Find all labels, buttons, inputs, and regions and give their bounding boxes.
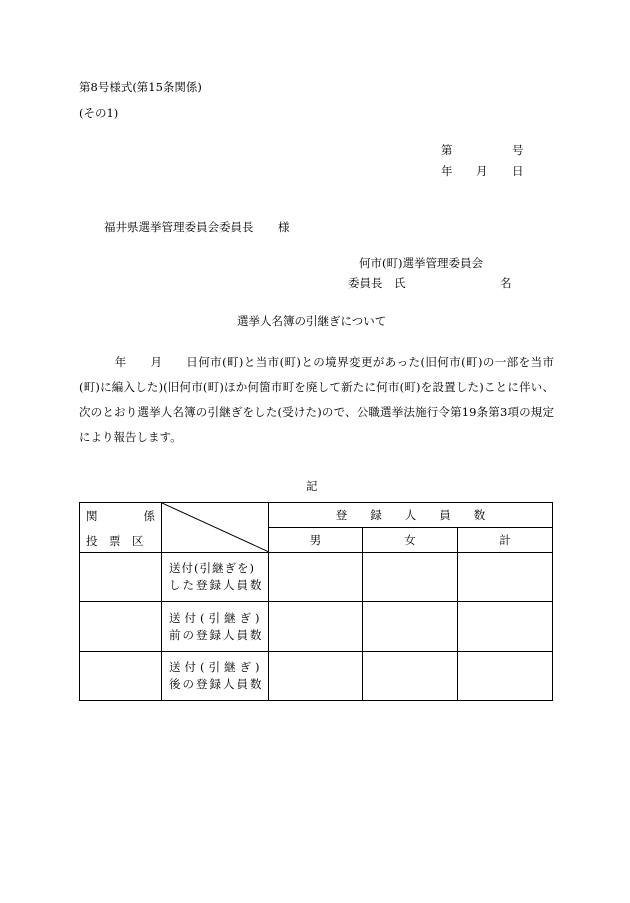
date-year: 年	[441, 164, 453, 178]
header-relation-cell	[80, 503, 162, 553]
row-label-cell	[162, 553, 269, 602]
col-female-label: 女	[404, 533, 416, 547]
registration-table	[79, 502, 553, 701]
row-label-cell	[162, 602, 269, 652]
female-cell	[363, 602, 458, 652]
doc-number-go: 号	[512, 143, 524, 157]
female-cell	[363, 652, 458, 701]
header-count-label: 登 録 人 員 数	[335, 508, 486, 522]
col-female-header	[363, 528, 458, 553]
precinct-cell	[80, 553, 162, 602]
body-paragraph: 年 月 日何市(町)と当市(町)との境界変更があった(旧何市(町)の一部を当市(町)に編入した)(旧何市(町)ほか何箇市町を廃して新たに何市(町)を設置した)ことに伴い、次のとおり選挙人名簿の引継ぎをした(受けた)ので、公職選挙法施行令第19条第3項の規定により報告します。	[79, 355, 554, 444]
table-row	[80, 553, 553, 602]
row-label-line2: 後の登録人員数	[169, 677, 264, 691]
sender-name-suffix: 名	[500, 276, 512, 290]
form-number: 第8号様式(第15条関係)	[79, 80, 202, 94]
addressee-name: 福井県選挙管理委員会委員長	[104, 220, 254, 234]
header-precinct-label: 投 票 区	[86, 534, 144, 548]
male-cell	[269, 652, 363, 701]
row-label-line1: 送付(引継ぎを)	[169, 561, 255, 575]
table-row	[80, 652, 553, 701]
col-total-label: 計	[499, 533, 511, 547]
row-label-line2: 前の登録人員数	[169, 627, 264, 642]
precinct-cell	[80, 652, 162, 701]
row-label-line2: した登録人員数	[169, 578, 264, 592]
addressee-honorific: 様	[278, 220, 290, 234]
subject-title: 選挙人名簿の引継ぎについて	[237, 314, 387, 328]
total-cell	[458, 553, 553, 602]
ki-label: 記	[306, 479, 318, 493]
row-label-cell	[162, 652, 269, 701]
female-cell	[363, 553, 458, 602]
col-male-label: 男	[309, 533, 322, 547]
total-cell	[458, 602, 553, 652]
male-cell	[269, 553, 363, 602]
sender-title: 委員長 氏	[348, 276, 406, 290]
precinct-cell	[80, 602, 162, 652]
header-relation-label: 関 係	[86, 509, 155, 523]
row-label-line1: 送付(引継ぎ)	[169, 660, 264, 674]
header-diagonal-cell	[162, 503, 269, 553]
doc-number-dai: 第	[441, 143, 453, 157]
male-cell	[269, 602, 363, 652]
col-male-header	[269, 528, 363, 553]
row-label-line1: 送付(引継ぎ)	[169, 610, 264, 625]
header-count-cell	[269, 503, 553, 528]
sender-org: 何市(町)選挙管理委員会	[359, 256, 483, 270]
date-day: 日	[512, 164, 524, 178]
diagonal-line	[162, 503, 269, 552]
total-cell	[458, 652, 553, 701]
col-total-header	[458, 528, 553, 553]
date-month: 月	[476, 164, 488, 178]
form-sub-number: (その1)	[79, 106, 119, 120]
table-row	[80, 602, 553, 652]
